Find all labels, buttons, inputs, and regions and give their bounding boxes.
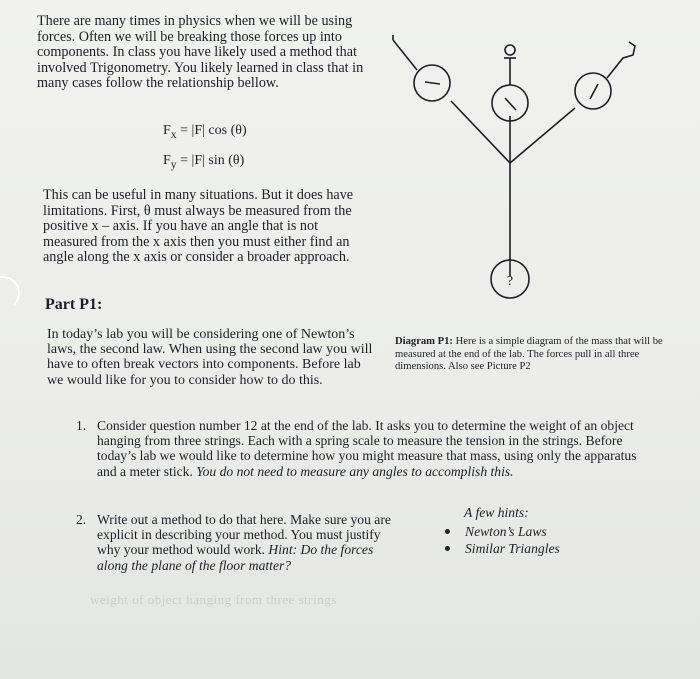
question-1-text: Consider question number 12 at the end of the lab. It asks you to determine the weight of an object hanging from three strings. Each with a spring scale to measure the tension in the strings. Before today’s lab we would like to determine how you might measure that mass, using only the apparatus and a meter stick. bbox=[97, 418, 637, 479]
middle-scale-needle bbox=[505, 98, 516, 110]
question-2-text: Write out a method to do that here. Make sure you are explicit in describing your method. You must justify why your method would work. bbox=[97, 512, 391, 558]
question-2-italic: Hint: Do the forces along the plane of the floor matter? bbox=[97, 542, 374, 573]
hint-item: Newton’s Laws bbox=[443, 523, 603, 540]
bullet-icon bbox=[445, 529, 450, 534]
hints-title: A few hints: bbox=[464, 505, 529, 520]
formula-fy: $F_y = |F|$ sin (θ) bbox=[163, 153, 245, 171]
question-1-italic: You do not need to measure any angles to accomplish this. bbox=[192, 463, 514, 479]
part-title: Part P1: bbox=[45, 296, 103, 313]
question-1-number: 1. bbox=[76, 418, 87, 433]
left-string bbox=[451, 101, 510, 163]
intro-paragraph: There are many times in physics when we will be using forces. Often we will be breaking those forces up into components. In class you have likely used a method that involved Trigonometry. You likely learned in class that in many cases follow the relationship bellow. bbox=[37, 13, 364, 92]
hint-item: Similar Triangles bbox=[443, 540, 603, 557]
mass-label: ? bbox=[506, 274, 514, 289]
caption-label: Diagram P1: bbox=[395, 336, 453, 347]
right-scale-hook bbox=[607, 42, 635, 78]
question-1 bbox=[76, 418, 656, 479]
hints-box bbox=[443, 504, 603, 557]
right-scale-needle bbox=[590, 84, 598, 99]
diagram-caption bbox=[395, 336, 680, 374]
formula-fx: $F_x = |F|$ cos (θ) bbox=[163, 123, 247, 141]
caption-text: Here is a simple diagram of the mass that will be measured at the end of the lab. The forces pull in all three dimensions. Also see Picture P2 bbox=[395, 336, 663, 373]
question-2-number: 2. bbox=[76, 512, 87, 527]
right-spring-scale bbox=[575, 73, 611, 109]
question-2 bbox=[76, 512, 406, 573]
bleed-through-text: weight of object hanging from three strings bbox=[90, 592, 337, 607]
bullet-icon bbox=[445, 546, 450, 551]
left-scale-hook bbox=[393, 40, 417, 70]
limitations-paragraph: This can be useful in many situations. But it does have limitations. First, θ must always be measured from the positive x – axis. If you have an angle that is not measured from the x axis then you must either find an angle along the x axis or consider a broader approach. bbox=[43, 187, 354, 266]
left-scale-needle bbox=[425, 82, 440, 84]
margin-mark bbox=[0, 276, 20, 310]
force-diagram bbox=[383, 28, 653, 303]
right-string bbox=[510, 108, 575, 163]
newton-paragraph: In today’s lab you will be considering one of Newton’s laws, the second law. When using the second law you will have to often break vectors into components. Before lab we would like for you to consider how to do this. bbox=[47, 327, 373, 388]
